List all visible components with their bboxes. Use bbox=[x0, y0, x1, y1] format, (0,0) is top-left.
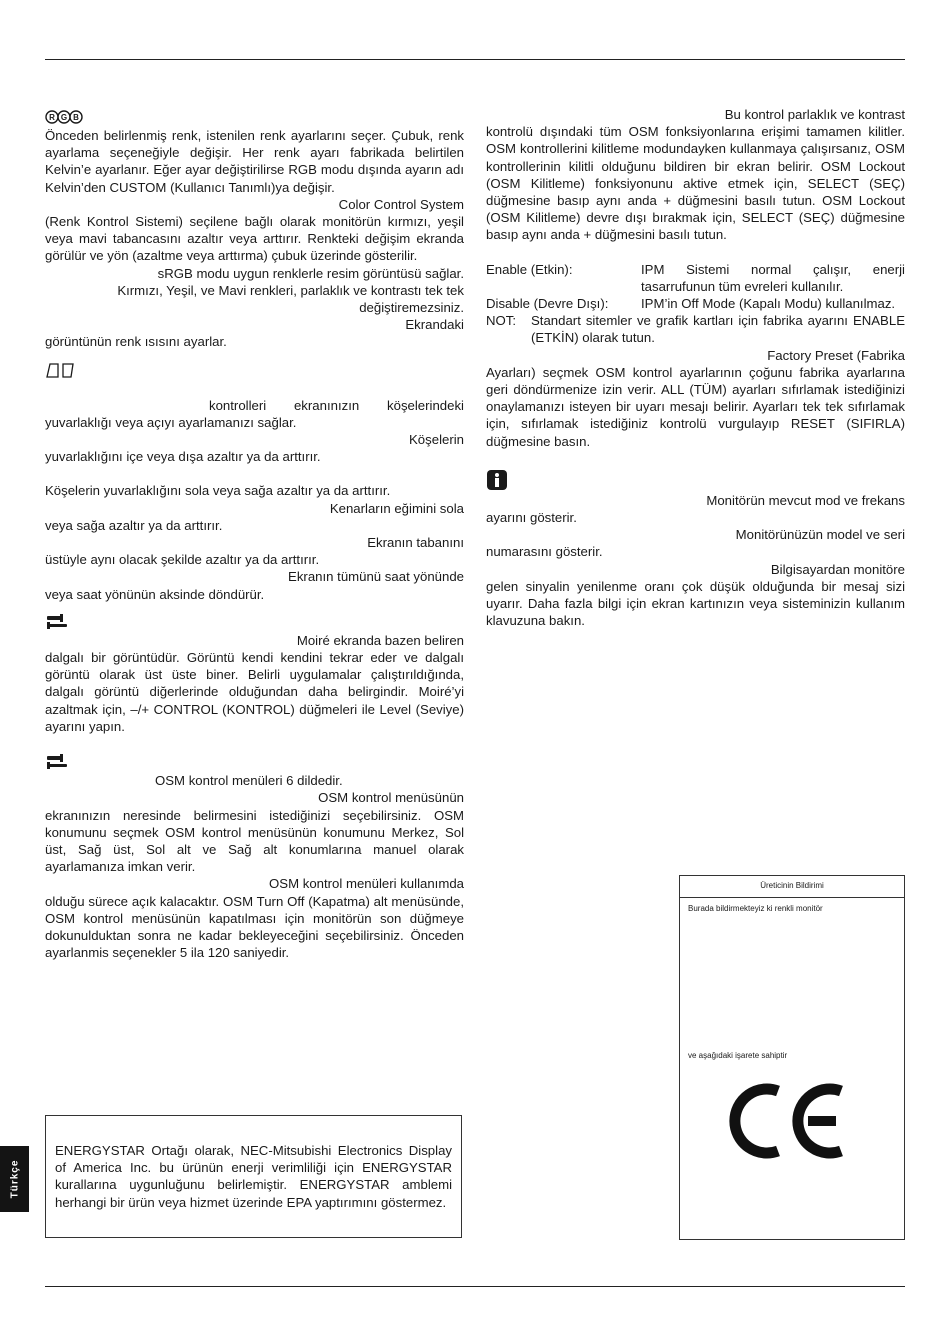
language-tab bbox=[0, 1146, 29, 1212]
rgb-icon bbox=[45, 108, 83, 126]
temp-lead: Ekrandaki bbox=[405, 317, 464, 333]
mode-text: ayarını gösterir. bbox=[486, 510, 577, 526]
disable-label: Disable (Devre Dışı): bbox=[486, 296, 609, 312]
corner-leftright: Köşelerin yuvarlaklığını sola veya sağa azaltır ya da arttırır. bbox=[45, 483, 391, 499]
language-tab-label: Türkçe bbox=[9, 1159, 20, 1199]
lockout-text: kontrolü dışındaki tüm OSM fonksiyonlarına erişimi tamamen kilitler. OSM kontrollerini kilitleme modundayken kullanmaya çalışırsanız, OSM kontrollerinin kilitli olduğunu bildiren bir ekran belirir. OSM Lockout (OSM Kilitleme) fonksiyonunu aktive etmek için, SELECT (SEÇ) düğmesine basıp aynı anda + düğmesini basılı tutun. OSM Lockout (OSM Kilitleme) devre dışı bırakmak için, SELECT (SEÇ) düğmesine basıp aynı anda + düğmesini basılı tutun. bbox=[486, 124, 905, 243]
position-text: ekranınızın neresinde belirmesini istediğinizi seçebilirsiniz. OSM konumunu seçmek OSM kontrol menüsünün konumunu Merkez, Sol üst, Sağ üst, Sol alt ve Sağ alt konumlarına manuel olarak ayarlamanıza imkan verir. bbox=[45, 807, 464, 875]
declaration-line1: Burada bildirmekteyiz ki renkli monitör bbox=[688, 904, 823, 913]
corner-text: kontrolleri ekranınızın köşelerindeki yuvarlaklığı veya açıyı ayarlamanızı sağlar. bbox=[45, 397, 464, 430]
language-text: OSM kontrol menüleri 6 dildedir. bbox=[155, 773, 343, 789]
bottom-rule bbox=[45, 1286, 905, 1287]
base-lead: Ekranın tabanını bbox=[367, 535, 464, 551]
ce-mark bbox=[728, 1076, 848, 1166]
refresh-lead: Bilgisayardan monitöre bbox=[770, 561, 905, 577]
svg-text:R: R bbox=[49, 113, 55, 122]
energystar-box bbox=[45, 1115, 462, 1238]
declaration-line2: ve aşağıdaki işarete sahiptir bbox=[688, 1051, 788, 1060]
position-lead: OSM kontrol menüsünün bbox=[318, 790, 464, 806]
left-column bbox=[45, 106, 464, 961]
enable-text: IPM Sistemi normal çalışır, enerji tasarrufunun tüm evreleri kullanılır. bbox=[641, 261, 905, 294]
srgb-text: sRGB modu uygun renklerle resim görüntüsü sağlar. Kırmızı, Yeşil, ve Mavi renkleri, parlaklık ve kontrastı tek tek değiştiremezsiniz. bbox=[117, 265, 464, 316]
declaration-title: Üreticinin Bildirimi bbox=[680, 876, 904, 898]
svg-text:B: B bbox=[73, 113, 79, 122]
lockout-lead: Bu kontrol parlaklık ve kontrast bbox=[724, 107, 905, 122]
rgb-text: Önceden belirlenmiş renk, istenilen renk ayarlarını seçer. Çubuk, renk ayarlama seçeneğiyle değişir. Her renk ayarı fabrikada belirtilen Kelvin’e ayarlanır. Eğer ayar değiştirilirse RGB modu dışında ayarın adı Kelvin’den CUSTOM (Kullanıcı Tanımlı)ya değişir. bbox=[45, 128, 464, 195]
edge-lead: Kenarların eğimini sola bbox=[329, 500, 464, 516]
tools-icon bbox=[45, 753, 69, 771]
serial-lead: Monitörünüzün model ve seri bbox=[735, 527, 905, 543]
disable-text: IPM’in Off Mode (Kapalı Modu) kullanılmaz. bbox=[641, 296, 896, 312]
energystar-text: ENERGYSTAR Ortağı olarak, NEC-Mitsubishi Electronics Display of America Inc. bu ürünün enerji verimliliği için ENERGYSTAR kurallarına uygunluğunu belirlemiştir. ENERGYSTAR amblemi herhangi bir ürün veya hizmet üzerinde EPA yaptırımını göstermez. bbox=[55, 1143, 452, 1210]
information-icon bbox=[486, 469, 508, 491]
rotate-text: veya saat yönünün aksinde döndürür. bbox=[45, 586, 265, 602]
declaration-box bbox=[679, 875, 905, 1240]
base-text: üstüyle aynı olacak şekilde azaltır ya da arttırır. bbox=[45, 552, 320, 568]
factory-text: Ayarları) seçmek OSM kontrol ayarlarının çoğunu fabrika ayarlarına geri döndürmenize izin verir. ALL (TÜM) ayarları sıfırlamak istediğinizi onaylamanızı isteyen bir uyarı mesajı belirir. Ayarları tek tek sıfırlamak için, sıfırlamak istediğiniz kontrolü vurgulayıp RESET (SIFIRLA) düğmesine basın. bbox=[486, 364, 905, 449]
note-text: Standart sitemler ve grafik kartları için fabrika ayarını ENABLE (ETKİN) olarak tutun. bbox=[531, 313, 905, 346]
moire-lead: Moiré ekranda bazen beliren bbox=[296, 632, 464, 648]
ipm-enable-row bbox=[486, 261, 905, 295]
corner-inout: yuvarlaklığını içe veya dışa azaltır ya da arttırır. bbox=[45, 449, 321, 465]
factory-lead: Factory Preset (Fabrika bbox=[767, 347, 905, 363]
moire-text: dalgalı bir görüntüdür. Görüntü kendi kendini tekrar eder ve dalgalı görüntü olarak üst üste biner. Belirli uygulamalar çalıştırıldığında, dalgalı görüntü diğerlerinde olduğundan daha belirgindir. Moiré’yi azaltmak için, –/+ CONTROL (KONTROL) düğmeleri ile Level (Seviye) ayarını yapın. bbox=[45, 650, 464, 734]
temp-text: görüntünün renk ısısını ayarlar. bbox=[45, 334, 227, 350]
top-rule bbox=[45, 59, 905, 60]
tools-icon bbox=[45, 613, 69, 631]
mode-lead: Monitörün mevcut mod ve frekans bbox=[706, 492, 905, 508]
svg-text:G: G bbox=[60, 113, 68, 122]
corner-lead: Köşelerin bbox=[409, 432, 464, 448]
right-column bbox=[486, 106, 905, 629]
turnoff-text: olduğu sürece açık kalacaktır. OSM Turn Off (Kapatma) alt menüsünde, OSM kontrol menüsünün kapatılması için monitörün son düğmeye dokunulduktan sonra ne kadar bekleyeceğini seçebilirsiniz. Önceden ayarlanmis seçenekler 5 ila 120 saniyedir. bbox=[45, 893, 464, 961]
rotate-lead: Ekranın tümünü saat yönünde bbox=[288, 569, 464, 585]
edge-text: veya sağa azaltır ya da arttırır. bbox=[45, 517, 223, 533]
turnoff-lead: OSM kontrol menüleri kullanımda bbox=[269, 876, 464, 892]
note-row bbox=[486, 312, 905, 346]
color-control-lead: Color Control System bbox=[338, 196, 464, 212]
refresh-text: gelen sinyalin yenilenme oranı çok düşük olduğunda bir mesaj sizi uyarır. Daha fazla bilgi için ekran kartınızın veya sisteminizin kullanım klavuzuna bakın. bbox=[486, 578, 905, 629]
note-label: NOT: bbox=[486, 313, 517, 329]
serial-text: numarasını gösterir. bbox=[486, 544, 603, 560]
ipm-disable-row bbox=[486, 295, 905, 312]
geometry-icon bbox=[45, 361, 77, 379]
color-control-text: (Renk Kontrol Sistemi) seçilene bağlı olarak monitörün kırmızı, yeşil veya mavi tabancasını azaltır veya arttırır. Renkteki değişim ekranda görülür ve yön (azaltme veya arttırma) çubuk üzerinde gösterilir. bbox=[45, 214, 464, 264]
enable-label: Enable (Etkin): bbox=[486, 261, 573, 277]
